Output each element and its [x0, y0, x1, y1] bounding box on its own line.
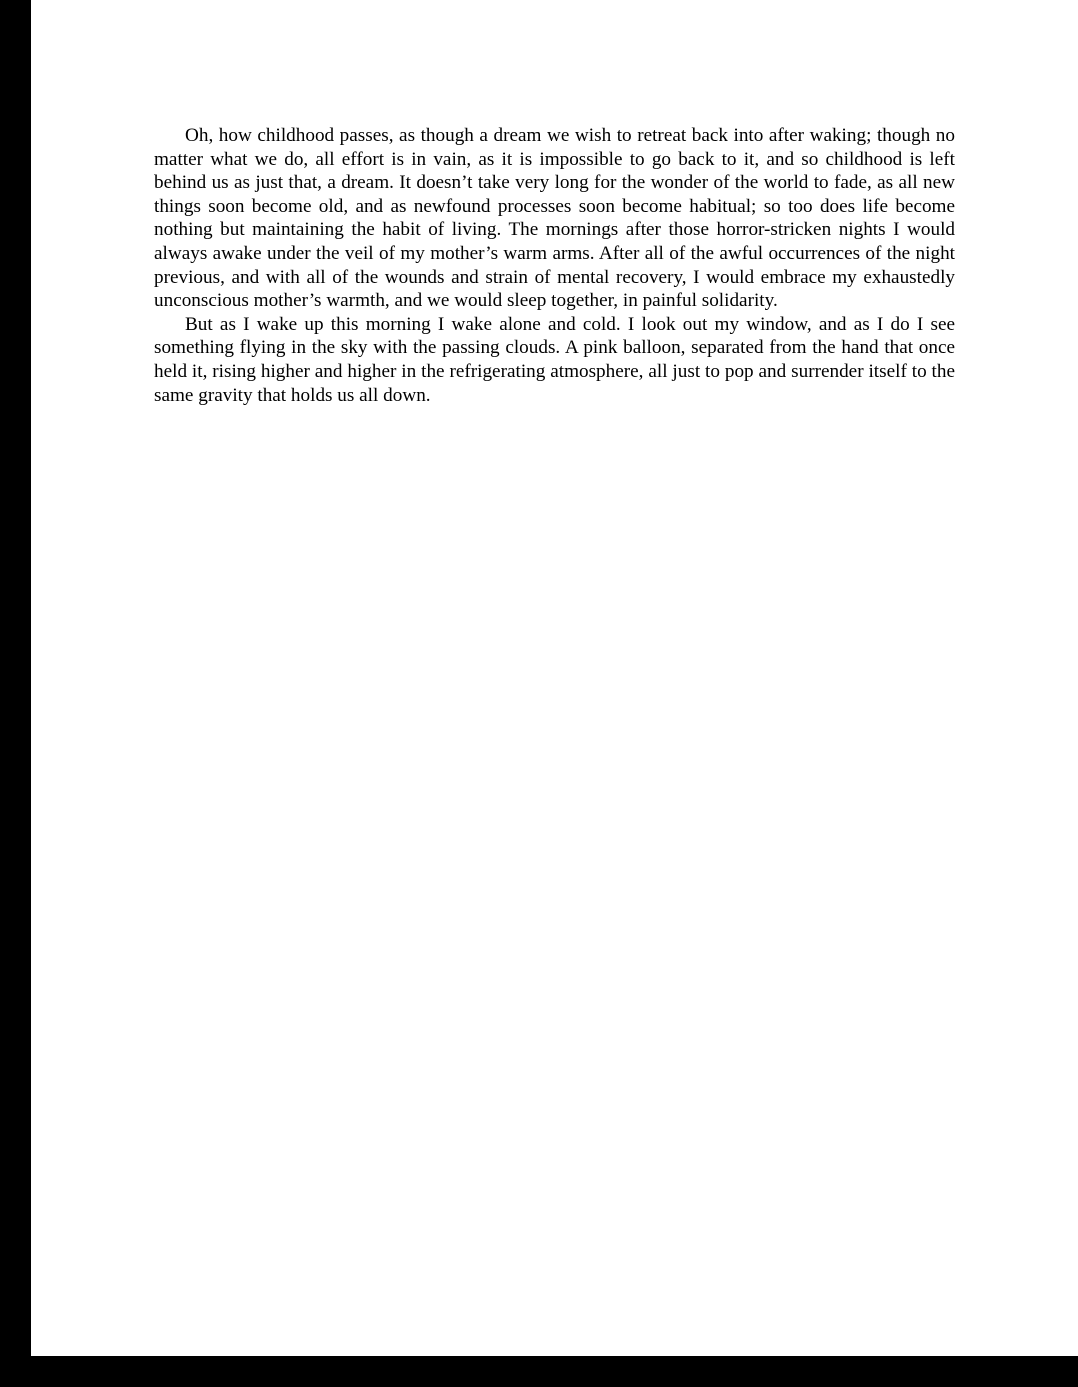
paragraph: But as I wake up this morning I wake alone and cold. I look out my window, and as I do I see something flying in the sky with the passing clouds. A pink balloon, separated from the hand that once held it, rising higher and higher in the refrigerating atmosphere, all just to pop and surrender itself to the same gravity that holds us all down.: [154, 313, 955, 406]
paragraph: Oh, how childhood passes, as though a dream we wish to retreat back into after waking; though no matter what we do, all effort is in vain, as it is impossible to go back to it, and so childhood is left behind us as just that, a dream. It doesn’t take very long for the wonder of the world to fade, as all new things soon become old, and as newfound processes soon become habitual; so too does life become nothing but maintaining the habit of living. The mornings after those horror-stricken nights I would always awake under the veil of my mother’s warm arms. After all of the awful occurrences of the night previous, and with all of the wounds and strain of mental recovery, I would embrace my exhaustedly unconscious mother’s warmth, and we would sleep together, in painful solidarity.: [154, 125, 955, 312]
document-page: [31, 0, 1078, 1356]
document-body: [154, 124, 955, 407]
